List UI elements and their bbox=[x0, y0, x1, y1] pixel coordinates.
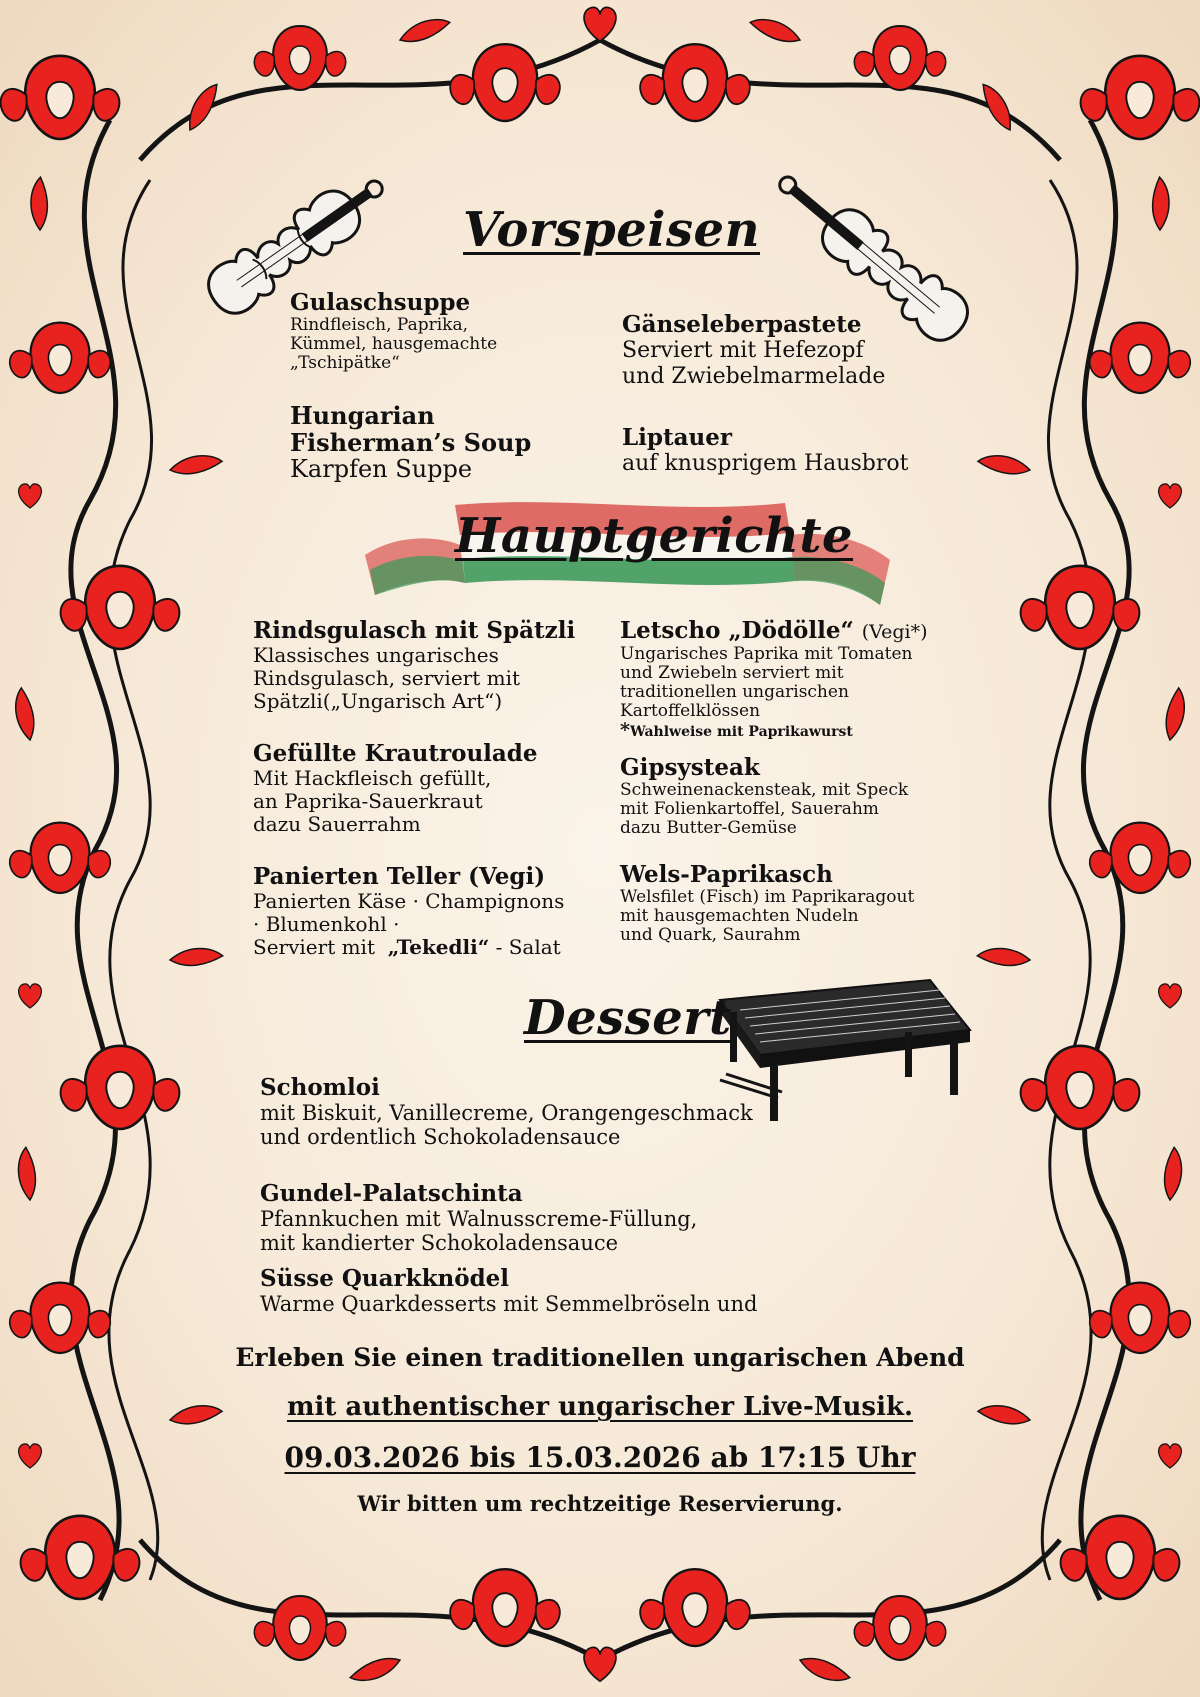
item-desc-line: · Blumenkohl · bbox=[253, 912, 400, 936]
item-name: Panierten Teller (Vegi) bbox=[253, 863, 546, 890]
item-name: Schomloi bbox=[260, 1074, 380, 1101]
item-desc-line: traditionellen ungarischen bbox=[620, 682, 849, 702]
menu-item-gundel-palatschinta bbox=[260, 1181, 697, 1255]
menu-item-fishermans-soup bbox=[290, 402, 531, 483]
item-desc-line: Klassisches ungarisches bbox=[253, 643, 499, 667]
item-desc-line: Ungarisches Paprika mit Tomaten bbox=[620, 644, 913, 664]
menu-item-gulaschsuppe bbox=[290, 290, 497, 373]
item-desc-line: und Quark, Saurahm bbox=[620, 925, 801, 945]
item-name: Rindsgulasch mit Spätzli bbox=[253, 617, 576, 644]
menu-item-panierten-teller bbox=[253, 864, 564, 959]
item-name: Gefüllte Krautroulade bbox=[253, 740, 538, 767]
menu-item-quarkknoedel bbox=[260, 1266, 757, 1316]
item-name-line: Hungarian bbox=[290, 401, 435, 430]
item-desc-line: Panierten Käse · Champignons bbox=[253, 889, 565, 913]
vegi-tag: (Vegi*) bbox=[861, 621, 928, 643]
item-desc-line: Kümmel, hausgemachte bbox=[290, 334, 498, 354]
item-desc-line: mit kandierter Schokoladensauce bbox=[260, 1231, 619, 1255]
item-name: Süsse Quarkknödel bbox=[260, 1265, 510, 1292]
item-name: Gipsysteak bbox=[620, 754, 760, 781]
item-desc-line: und ordentlich Schokoladensauce bbox=[260, 1125, 621, 1149]
menu-item-letscho bbox=[620, 618, 928, 742]
item-desc-line: an Paprika-Sauerkraut bbox=[253, 789, 483, 813]
item-desc-line: Kartoffelklössen bbox=[620, 701, 761, 721]
menu-item-rindsgulasch bbox=[253, 618, 575, 713]
item-name: Wels-Paprikasch bbox=[620, 861, 833, 888]
item-desc-line: dazu Butter-Gemüse bbox=[620, 818, 797, 838]
item-name: Letscho „Dödölle“ bbox=[620, 617, 854, 644]
item-desc-line: „Tschipätke“ bbox=[290, 353, 400, 373]
menu-item-wels-paprikasch bbox=[620, 862, 914, 945]
footer-reservation-note: Wir bitten um rechtzeitige Reservierung. bbox=[357, 1491, 843, 1516]
item-desc-line: mit Folienkartoffel, Sauerahm bbox=[620, 799, 879, 819]
item-desc-line: Warme Quarkdesserts mit Semmelbröseln und bbox=[260, 1292, 758, 1316]
menu-item-schomloi bbox=[260, 1075, 753, 1149]
item-name: Liptauer bbox=[622, 424, 732, 451]
item-desc-line: mit hausgemachten Nudeln bbox=[620, 906, 859, 926]
section-title-dessert: Dessert bbox=[524, 990, 732, 1046]
item-name-line: Fisherman’s Soup bbox=[290, 428, 532, 457]
item-desc-line: Schweinenackensteak, mit Speck bbox=[620, 780, 909, 800]
item-desc-line: Rindsgulasch, serviert mit bbox=[253, 666, 521, 690]
section-title-vorspeisen: Vorspeisen bbox=[463, 202, 760, 258]
item-desc-highlight: „Tekedli“ bbox=[387, 935, 490, 959]
menu-item-liptauer bbox=[622, 425, 908, 477]
menu-item-krautroulade bbox=[253, 741, 538, 836]
item-name: Gulaschsuppe bbox=[290, 289, 471, 316]
item-desc-prefix: Serviert mit bbox=[253, 935, 388, 959]
item-name: Gundel-Palatschinta bbox=[260, 1180, 523, 1207]
item-desc-line: dazu Sauerrahm bbox=[253, 812, 421, 836]
footer-dates: 09.03.2026 bis 15.03.2026 ab 17:15 Uhr bbox=[284, 1441, 916, 1474]
item-desc-line: Welsfilet (Fisch) im Paprikaragout bbox=[620, 887, 915, 907]
item-desc-line: Rindfleisch, Paprika, bbox=[290, 315, 469, 335]
item-desc-line: Karpfen Suppe bbox=[290, 455, 473, 483]
item-desc-line: Mit Hackfleisch gefüllt, bbox=[253, 766, 492, 790]
item-desc-line: Spätzli(„Ungarisch Art“) bbox=[253, 689, 503, 713]
item-desc-line: auf knusprigem Hausbrot bbox=[622, 451, 909, 476]
footer-invitation-line: Erleben Sie einen traditionellen ungarischen Abend bbox=[235, 1343, 965, 1372]
item-desc-line: und Zwiebelmarmelade bbox=[622, 364, 886, 389]
item-desc-line: und Zwiebeln serviert mit bbox=[620, 663, 844, 683]
item-note: Wahlweise mit Paprikawurst bbox=[629, 724, 853, 740]
menu-item-gipsysteak bbox=[620, 755, 908, 838]
item-desc-line: Serviert mit Hefezopf bbox=[622, 338, 864, 363]
item-desc-line: mit Biskuit, Vanillecreme, Orangengeschmack bbox=[260, 1101, 753, 1125]
section-title-hauptgerichte: Hauptgerichte bbox=[455, 508, 854, 564]
item-desc-line: Pfannkuchen mit Walnusscreme-Füllung, bbox=[260, 1207, 698, 1231]
footer-live-music-line: mit authentischer ungarischer Live-Musik. bbox=[286, 1392, 914, 1422]
item-name: Gänseleberpastete bbox=[622, 311, 862, 338]
item-desc-suffix: - Salat bbox=[489, 935, 561, 959]
menu-item-gaenseleberpastete bbox=[622, 312, 885, 390]
note-asterisk: * bbox=[620, 719, 630, 741]
